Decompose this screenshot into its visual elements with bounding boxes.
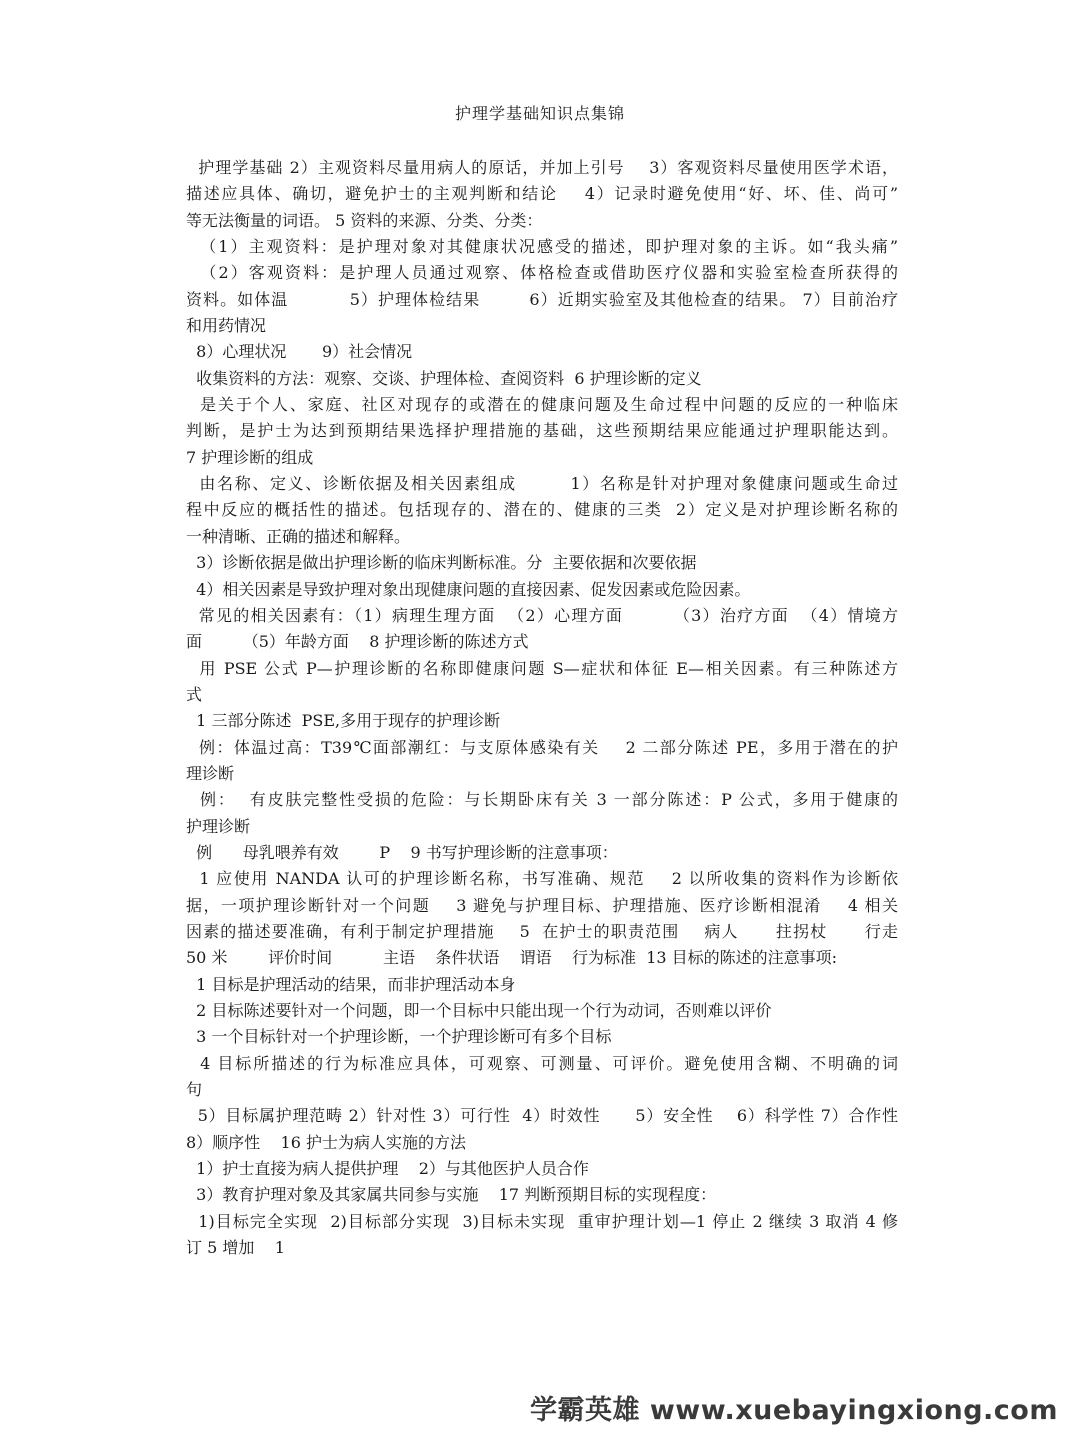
text-line: 3 一个目标针对一个护理诊断，一个护理诊断可有多个目标 bbox=[186, 1027, 612, 1047]
text-line: 4）相关因素是导致护理对象出现健康问题的直接因素、促发因素或危险因素。 bbox=[186, 579, 751, 599]
document-body bbox=[186, 155, 898, 1261]
text-line: 4 目标所描述的行为标准应具体，可观察、可测量、可评价。避免使用含糊、不明确的词 bbox=[186, 1053, 898, 1073]
text-line: 3）教育护理对象及其家属共同参与实施 17 判断预期目标的实现程度： bbox=[186, 1185, 717, 1205]
text-line: 护理诊断 bbox=[186, 816, 251, 836]
text-line: 和用药情况 bbox=[186, 316, 267, 336]
text-line: 例：体温过高：T39℃面部潮红：与支原体感染有关 2 二部分陈述 PE，多用于潜在的护 bbox=[186, 737, 898, 757]
text-line: 例： 有皮肤完整性受损的危险：与长期卧床有关 3 一部分陈述：P 公式，多用于健康的 bbox=[186, 790, 898, 810]
text-line: 1 应使用 NANDA 认可的护理诊断名称，书写准确、规范 2 以所收集的资料作为诊断依 bbox=[186, 869, 898, 889]
text-line: 2 目标陈述要针对一个问题，即一个目标中只能出现一个行为动词，否则难以评价 bbox=[186, 1001, 772, 1020]
text-line: 订 5 增加 1 bbox=[186, 1238, 285, 1258]
text-line: 描述应具体、确切，避免护士的主观判断和结论 4）记录时避免使用“好、坏、佳、尚可” bbox=[186, 184, 898, 204]
text-line: 护理学基础 2）主观资料尽量用病人的原话，并加上引号 3）客观资料尽量使用医学术语， bbox=[186, 158, 898, 177]
text-line: 5）目标属护理范畴 2）针对性 3）可行性 4）时效性 5）安全性 6）科学性 7）合作性 bbox=[186, 1106, 898, 1126]
text-line: 8）顺序性 16 护士为病人实施的方法 bbox=[186, 1132, 466, 1152]
text-line: 例 母乳喂养有效 P 9 书写护理诊断的注意事项： bbox=[186, 842, 618, 862]
text-line: 1 三部分陈述 PSE,多用于现存的护理诊断 bbox=[186, 711, 501, 731]
text-line: 式 bbox=[186, 684, 203, 704]
text-line: 50 米 评价时间 主语 条件状语 谓语 行为标准 13 目标的陈述的注意事项: bbox=[186, 948, 838, 968]
document-title: 护理学基础知识点集锦 bbox=[454, 104, 625, 123]
text-line: 句 bbox=[186, 1080, 203, 1100]
text-line: 资料。如体温 5）护理体检结果 6）近期实验室及其他检查的结果。 7）目前治疗 bbox=[186, 289, 898, 309]
text-line: 常见的相关因素有：（1）病理生理方面 （2）心理方面 （3）治疗方面 （4）情境方 bbox=[186, 605, 898, 625]
text-line: 用 PSE 公式 P—护理诊断的名称即健康问题 S—症状和体征 E—相关因素。有三种陈述方 bbox=[186, 658, 898, 678]
text-line: 1)目标完全实现 2)目标部分实现 3)目标未实现 重审护理计划—1 停止 2 继续 3 取消 4 修 bbox=[186, 1211, 898, 1231]
text-line: （1）主观资料：是护理对象对其健康状况感受的描述，即护理对象的主诉。如“我头痛” bbox=[186, 237, 898, 257]
text-line: 判断，是护士为达到预期结果选择护理措施的基础，这些预期结果应能通过护理职能达到。 bbox=[186, 421, 898, 441]
text-line: 面 （5）年龄方面 8 护理诊断的陈述方式 bbox=[186, 632, 529, 652]
text-line: 7 护理诊断的组成 bbox=[186, 447, 314, 467]
site-watermark: 学霸英雄 www.xuebayingxiong.com bbox=[529, 1395, 1058, 1426]
text-line: 8）心理状况 9）社会情况 bbox=[186, 342, 413, 362]
text-line: 1 目标是护理活动的结果，而非护理活动本身 bbox=[186, 974, 516, 994]
text-line: 理诊断 bbox=[186, 763, 235, 783]
text-line: 是关于个人、家庭、社区对现存的或潜在的健康问题及生命过程中问题的反应的一种临床 bbox=[186, 395, 898, 415]
text-line: 因素的描述要准确，有利于制定护理措施 5 在护士的职责范围 病人 拄拐杖 行走 bbox=[186, 921, 898, 941]
text-line: 1）护士直接为病人提供护理 2）与其他医护人员合作 bbox=[186, 1159, 589, 1179]
text-line: 程中反应的概括性的描述。包括现存的、潜在的、健康的三类 2）定义是对护理诊断名称的 bbox=[186, 500, 898, 520]
text-line: 3）诊断依据是做出护理诊断的临床判断标准。分 主要依据和次要依据 bbox=[186, 553, 697, 573]
text-line: （2）客观资料：是护理人员通过观察、体格检查或借助医疗仪器和实验室检查所获得的 bbox=[186, 263, 898, 283]
text-line: 由名称、定义、诊断依据及相关因素组成 1）名称是针对护理对象健康问题或生命过 bbox=[186, 474, 898, 494]
text-line: 据，一项护理诊断针对一个问题 3 避免与护理目标、护理措施、医疗诊断相混淆 4 相关 bbox=[186, 895, 898, 915]
text-line: 等无法衡量的词语。 5 资料的来源、分类、分类： bbox=[186, 210, 543, 230]
text-line: 一种清晰、正确的描述和解释。 bbox=[186, 526, 411, 546]
text-line: 收集资料的方法：观察、交谈、护理体检、查阅资料 6 护理诊断的定义 bbox=[186, 368, 702, 388]
